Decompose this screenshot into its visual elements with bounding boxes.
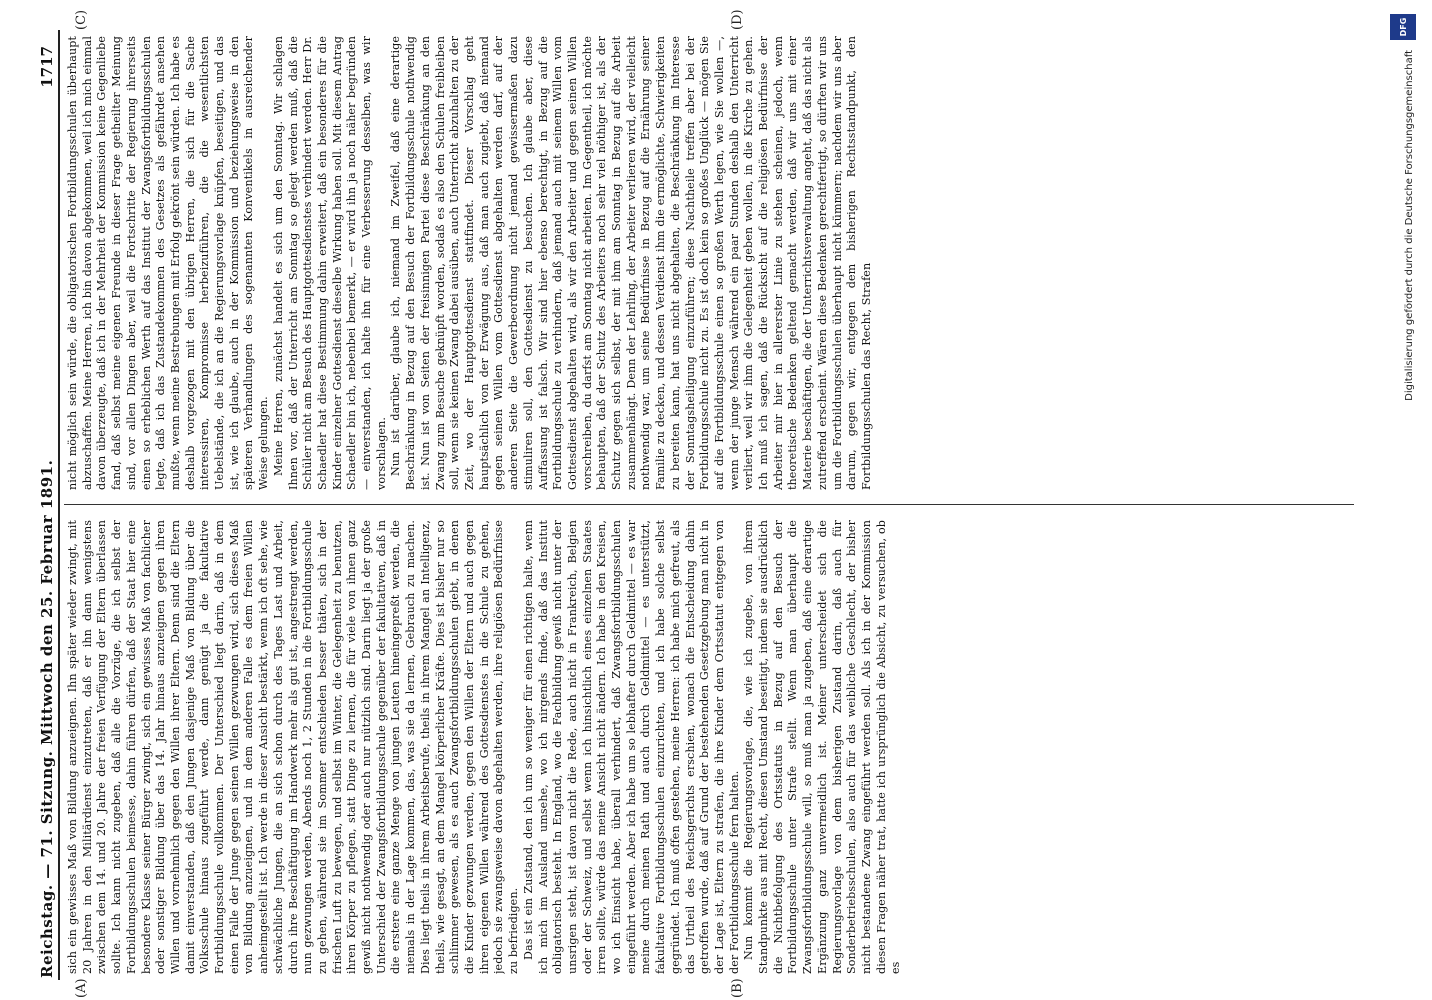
text-column-left xyxy=(66,520,1362,974)
margin-mark-b: (B) xyxy=(730,978,745,998)
dfg-logo[interactable]: DFG xyxy=(1390,14,1416,40)
header-rule xyxy=(58,30,60,980)
paragraph: Meine Herren, zunächst handelt es sich um den Sonntag. Wir schlagen Ihnen vor, daß der Unterricht am Sonntag so gelegt werden muß, daß die Schüler nicht am Besuch des Hauptgottesdienstes verhindert werden. Herr Dr. Schaedler hat diese Bestimmung dahin erweitert, daß ein besonderes für die Kinder einzelner Gottesdienst dieselbe Wirkung haben soll. Mit diesem Antrag Schaedler bin ich, nebenbei bemerkt, — er wird ihn ja noch näher begründen — einverstanden, ich halte ihn für eine Verbesserung desselben, was wir vorschlagen. xyxy=(271,36,388,490)
page-header-title: Reichstag. — 71. Sitzung. Mittwoch den 25. Februar 1891. xyxy=(38,459,56,978)
margin-mark-a: (A) xyxy=(74,978,89,998)
paragraph: Nun ist darüber, glaube ich, niemand im Zweifel, daß eine derartige Beschränkung in Bezug auf den Besuch der Fortbildungsschule nothwendig ist. Nun ist von Seiten der freisinnigen Partei diese Beschränkung an den Zwang zum Besuche geknüpft worden, sodaß es also den Schulen freibleiben soll, wenn sie keinen Zwang dabei ausüben, auch Unterricht abzuhalten zu der Zeit, wo der Hauptgottesdienst stattfindet. Dieser Vorschlag geht hauptsächlich von der Erwägung aus, daß man auch zugiebt, daß niemand gegen seinen Willen vom Gottesdienst abgehalten werden darf, auf der anderen Seite die Gewerbeordnung nicht jemand gewissermaßen dazu stimuliren soll, den Gottesdienst zu besuchen. Ich glaube aber, diese Auffassung ist falsch. Wir sind hier ebenso berechtigt, in Bezug auf die Fortbildungsschule zu verhindern, daß jemand auch mit seinem Willen vom Gottesdienst abgehalten wird, als wir den Arbeiter und gegen seinen Willen vorschreiben, du darfst am Sonntag nicht arbeiten. Im Gegentheil, ich möchte behaupten, daß der Schutz des Arbeiters noch sehr viel nöthiger ist, als der Schutz gegen sich selbst, der mit ihm am Sonntag in Bezug auf die Arbeit zusammenhängt. Denn der Lehrling, der Arbeiter verlieren wird, der vielleicht nothwendig war, um seine Bedürfnisse in Bezug auf die Ernährung seiner Familie zu decken, und dessen Verdienst ihm die ermöglichte, Schwierigkeiten zu bereiten kann, hat uns nicht abgehalten, die Beschränkung im Interesse der Sonntagsheiligung einzuführen; diese Nachtheile treffen aber bei der Fortbildungsschule nicht zu. Es ist doch kein so großes Unglück — mögen Sie auf die Fortbildungsschule einen so großen Werth legen, wie Sie wollen —, wenn der junge Mensch während ein paar Stunden deshalb den Unterricht verliert, weil wir ihm die Gelegenheit geben wollen, in die Kirche zu gehen. Ich muß ich sagen, daß die Rücksicht auf die religiösen Bedürfnisse der Arbeiter mir hier in allererster Linie zu stehen scheinen, jedoch, wenn theoretische Bedenken geltend gemacht werden, daß wir uns mit einer Materie beschäftigen, die der Unterrichtsverwaltung angeht, daß das nicht als zutreffend erscheint. Wären diese Bedenken gerechtfertigt, so dürften wir uns um die Fortbildungsschulen überhaupt nicht kümmern; nachdem wir uns aber darum, gegen wir, entgegen dem bisherigen Rechtsstandpunkt, den Fortbildungsschulen das Recht, Strafen xyxy=(389,36,873,490)
paragraph: Nun kommt die Regierungsvorlage, die, wie ich zugebe, von ihrem Standpunkte aus mit Recht, diesen Umstand beseitigt, indem sie ausdrücklich die Nichtbefolgung des Ortsstatuts in Bezug auf den Besuch der Fortbildungsschule unter Strafe stellt. Wenn man überhaupt die Zwangsfortbildungsschule will, so muß man ja zugeben, daß eine derartige Ergänzung ganz unvermeidlich ist. Meiner unterscheidet sich die Regierungsvorlage von dem bisherigen Zustand darin, daß auch für Sonderbetriebsschulen, also auch für das weibliche Geschlecht, der bisher nicht bestandene Zwang eingeführt werden soll. Als ich in der Kommission diesen Fragen näher trat, hatte ich ursprünglich die Absicht, zu versuchen, ob es xyxy=(742,520,903,974)
paragraph: sich ein gewisses Maß von Bildung anzueignen. Ihn später wieder zwingt, mit 20 Jahren in den Militärdienst einzutreten, daß er ihn dann wenigstens zwischen dem 14. und 20. Jahre der freien Verfügung der Eltern überlassen sollte. Ich kann nicht zugeben, daß alle die Vorzüge, die ich selbst der Fortbildungsschulen beimesse, dahin führen dürfen, daß der Staat hier eine besondere Klasse seiner Bürger zwingt, sich ein gewisses Maß von fachlicher oder sonstiger Bildung über das 14. Jahr hinaus anzueignen gegen ihren Willen und vornehmlich gegen den Willen ihrer Eltern. Denn sind die Eltern damit einverstanden, daß den Jungen dasjenige Maß von Bildung über die Volksschule hinaus zugeführt werde, dann genügt ja die fakultative Fortbildungsschule vollkommen. Der Unterschied liegt darin, daß in dem einen Falle der Junge gegen seinen Willen gezwungen wird, sich dieses Maß von Bildung anzueignen, und in dem anderen Falle es dem freien Willen anheimgestellt ist. Ich werde in dieser Ansicht bestärkt, wenn ich oft sehe, wie schwächliche Jungen, die an sich schon durch des Tages Last und Arbeit, durch ihre Beschäftigung im Handwerk mehr als gut ist, angestrengt werden, nun gezwungen werden, Abends noch 1, 2 Stunden in die Fortbildungsschule zu gehen, während sie im Sommer entschieden besser thäten, sich in der frischen Luft zu bewegen, und selbst im Winter, die Gelegenheit zu benutzen, ihren Körper zu pflegen, statt Dinge zu lernen, die für viele von ihnen ganz gewiß nicht nothwendig oder auch nur nützlich sind. Darin liegt ja der große Unterschied der Zwangsfortbildungsschule gegenüber der fakultativen, daß in die erstere eine ganze Menge von jungen Leuten hineingepreßt werden, die niemals in der Lage kommen, das, was sie da lernen, Gebrauch zu machen. Dies liegt theils in ihrem Arbeitsberufe, theils in ihrem Mangel an Intelligenz, theils, wie gesagt, an dem Mangel körperlicher Kräfte. Dies ist bisher nur so schlimmer gewesen, als es auch Zwangsfortbildungsschulen giebt, in denen die Kinder gezwungen werden, gegen den Willen der Eltern und auch gegen ihren eigenen Willen während des Gottesdienstes in die Schule zu gehen, jedoch sie zwangsweise davon abgehalten werden, ihre religiösen Bedürfnisse zu befriedigen. xyxy=(66,520,521,974)
page-number: 1717 xyxy=(38,46,56,88)
text-column-right xyxy=(66,36,1362,490)
column-divider xyxy=(64,504,1354,505)
digitization-note: Digitalisierung gefördert durch die Deutsche Forschungsgemeinschaft xyxy=(1404,50,1415,401)
paragraph: Das ist ein Zustand, den ich um so weniger für einen richtigen halte, wenn ich mich im Ausland umsehe, wo ich nirgends finde, daß das Institut obligatorisch besteht. In England, wo die Fachbildung gewiß nicht unter der unsrigen steht, ist davon nicht die Rede, auch nicht in Frankreich, Belgien oder der Schweiz, und selbst wenn ich hinsichtlich eines einzelnen Staates irren sollte, würde das meine Ansicht nicht ändern. Ich habe in den Kreisen, wo ich Einsicht habe, überall verhindert, daß Zwangsfortbildungsschulen eingeführt werden. Aber ich habe um so lebhafter durch Geldmittel — es war meine durch meinen Rath und auch durch Geldmittel — es unterstützt, fakultative Fortbildungsschulen einzurichten, und ich habe solche selbst gegründet. Ich muß offen gestehen, meine Herren: ich habe mich gefreut, als das Urtheil des Reichsgerichts erschien, wonach die Entscheidung dahin getroffen wurde, daß auf Grund der bestehenden Gesetzgebung man nicht in der Lage ist, Eltern zu strafen, die ihre Kinder dem Ortsstatut entgegen von der Fortbildungsschule fern halten. xyxy=(521,520,741,974)
margin-mark-c: (C) xyxy=(74,9,89,30)
margin-mark-d: (D) xyxy=(730,9,745,30)
paragraph: nicht möglich sein würde, die obligatorischen Fortbildungsschulen überhaupt abzuschaffen. Meine Herren, ich bin davon abgekommen, weil ich mich einmal davon überzeugte, daß ich in der Mehrheit der Kommission keine Gegenliebe fand, daß selbst meine eigenen Freunde in dieser Frage getheilter Meinung sind, vor allen Dingen aber, weil die Fortschritte der Regierung ihrerseits einen so erheblichen Werth auf das Institut der Zwangsfortbildungsschulen legte, daß ich das Zustandekommen des Gesetzes als gefährdet ansehen mußte, wenn meine Bestrebungen mit Erfolg gekrönt sein würden. Ich habe es deshalb vorgezogen mit den übrigen Herren, die sich für die Sache interessiren, Kompromisse herbeizuführen, die die wesentlichsten Uebelstände, die ich an die Regierungsvorlage knüpfen, beseitigen, und das ist, wie ich glaube, auch in der Kommission und beziehungsweise in den späteren Verhandlungen des sogenannten Konventikels in ausreichender Weise gelungen. xyxy=(66,36,271,490)
